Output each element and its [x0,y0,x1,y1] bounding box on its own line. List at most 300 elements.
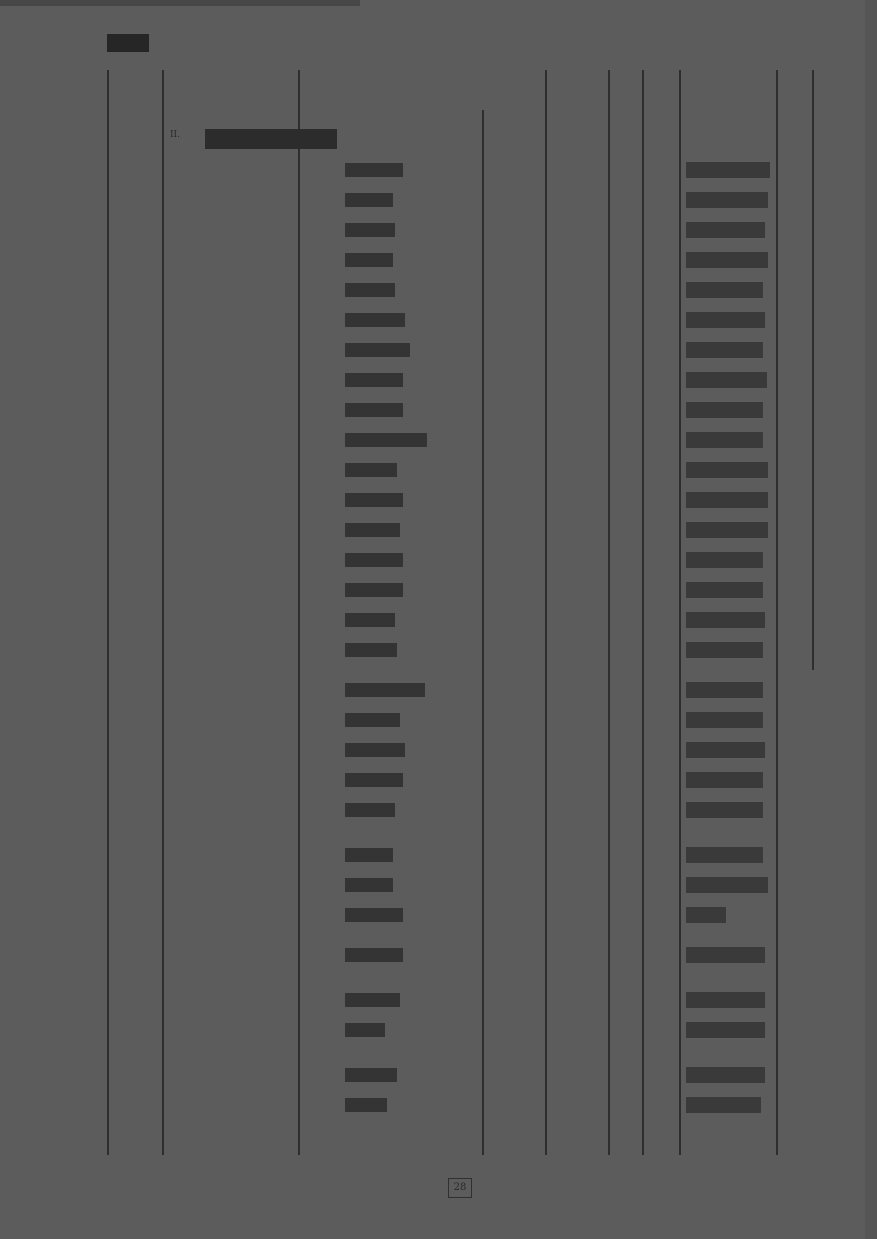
value-col-7 [646,877,674,893]
value-col-4 [490,192,540,208]
species-name [170,847,290,863]
value-col-6 [612,192,642,208]
value-col-4 [490,682,540,698]
value-col-6 [612,992,642,1008]
table-row [0,400,877,422]
redacted-text-block [345,193,393,207]
genus-name [300,462,348,478]
value-col-9 [780,162,820,178]
species-name [170,742,290,758]
top-edge-shadow [0,0,360,6]
value-col-7 [646,162,674,178]
value-bar [686,432,763,448]
value-bar [686,947,765,963]
species-name [170,162,290,178]
value-col-9 [780,342,820,358]
genus-name [300,847,348,863]
redacted-text-block [345,1023,385,1037]
group-heading-redaction [205,129,337,149]
table-row [0,710,877,732]
value-col-5 [555,802,605,818]
value-col-7 [646,742,674,758]
genus-name [300,552,348,568]
table-row [0,280,877,302]
value-col-4 [490,282,540,298]
value-col-5 [555,342,605,358]
species-name [170,252,290,268]
value-col-9 [780,612,820,628]
value-bar [686,552,763,568]
genus-name [300,402,348,418]
value-col-5 [555,582,605,598]
row-number [106,492,140,508]
value-col-5 [555,492,605,508]
value-col-5 [555,772,605,788]
row-number [106,1022,140,1038]
value-col-5 [555,947,605,963]
value-bar [686,342,763,358]
value-col-9 [780,992,820,1008]
value-col-9 [780,1022,820,1038]
genus-name [300,947,348,963]
redacted-text-block [345,908,403,922]
row-number [106,192,140,208]
value-col-7 [646,772,674,788]
redacted-text-block [345,993,400,1007]
value-col-7 [646,992,674,1008]
value-col-7 [646,582,674,598]
group-label: II. [170,130,180,140]
value-col-6 [612,712,642,728]
value-bar [686,1097,761,1113]
value-col-6 [612,802,642,818]
row-number [106,877,140,893]
value-col-4 [490,1067,540,1083]
table-row [0,370,877,392]
genus-name [300,992,348,1008]
redacted-text-block [345,583,403,597]
value-col-5 [555,372,605,388]
value-col-7 [646,222,674,238]
value-col-6 [612,1022,642,1038]
redacted-text-block [345,1068,397,1082]
value-col-7 [646,552,674,568]
species-name [170,552,290,568]
value-col-9 [780,947,820,963]
table-row [0,460,877,482]
value-col-9 [780,877,820,893]
redacted-text-block [345,743,405,757]
value-col-4 [490,1022,540,1038]
value-col-5 [555,1067,605,1083]
genus-name [300,222,348,238]
value-col-4 [490,772,540,788]
species-name [170,877,290,893]
genus-name [300,1022,348,1038]
species-name [170,712,290,728]
value-col-5 [555,552,605,568]
value-col-5 [555,402,605,418]
value-col-9 [780,802,820,818]
value-col-7 [646,712,674,728]
value-col-9 [780,522,820,538]
value-col-4 [490,992,540,1008]
value-col-5 [555,192,605,208]
redacted-text-block [345,493,403,507]
species-name [170,372,290,388]
redacted-text-block [345,433,427,447]
redacted-text-block [345,223,395,237]
table-row [0,905,877,927]
value-bar [686,402,763,418]
header-col-7 [645,70,675,110]
redacted-text-block [345,163,403,177]
corner-label [107,34,149,52]
redacted-text-block [345,373,403,387]
value-col-9 [780,712,820,728]
genus-name [300,192,348,208]
value-col-7 [646,462,674,478]
value-col-9 [780,1097,820,1113]
value-col-7 [646,252,674,268]
redacted-text-block [345,313,405,327]
value-col-5 [555,682,605,698]
value-col-6 [612,432,642,448]
value-col-4 [490,522,540,538]
value-col-6 [612,492,642,508]
value-bar [686,582,763,598]
value-col-9 [780,282,820,298]
value-col-6 [612,342,642,358]
row-number [106,947,140,963]
row-number [106,742,140,758]
value-col-6 [612,947,642,963]
value-bar [686,312,765,328]
value-col-9 [780,402,820,418]
value-col-4 [490,947,540,963]
table-row [0,580,877,602]
table-row [0,1095,877,1117]
value-col-5 [555,1022,605,1038]
value-col-9 [780,492,820,508]
species-name [170,342,290,358]
genus-name [300,612,348,628]
value-col-9 [780,642,820,658]
genus-name [300,162,348,178]
row-number [106,372,140,388]
table-row [0,945,877,967]
value-col-5 [555,992,605,1008]
table-row [0,430,877,452]
value-bar [686,877,768,893]
species-name [170,772,290,788]
species-name [170,802,290,818]
value-bar [686,847,763,863]
table-row [0,875,877,897]
species-name [170,432,290,448]
header-col-8 [683,70,773,110]
value-col-5 [555,742,605,758]
genus-name [300,582,348,598]
value-bar [686,522,768,538]
value-col-5 [555,847,605,863]
value-col-9 [780,372,820,388]
value-col-5 [555,522,605,538]
table-row [0,310,877,332]
value-col-9 [780,462,820,478]
table-row [0,740,877,762]
table-row [0,990,877,1012]
table-row [0,1065,877,1087]
value-bar [686,372,767,388]
species-name [170,462,290,478]
table-row [0,490,877,512]
genus-name [300,252,348,268]
genus-name [300,907,348,923]
redacted-text-block [345,848,393,862]
value-col-7 [646,642,674,658]
value-bar [686,612,765,628]
value-col-4 [490,847,540,863]
table-row [0,680,877,702]
species-name [170,312,290,328]
value-bar [686,802,763,818]
value-col-6 [612,847,642,863]
table-row [0,250,877,272]
value-col-5 [555,252,605,268]
genus-name [300,802,348,818]
value-bar [686,162,770,178]
value-bar [686,252,768,268]
genus-name [300,492,348,508]
value-col-4 [490,1097,540,1113]
value-col-6 [612,582,642,598]
value-bar [686,992,765,1008]
genus-name [300,432,348,448]
row-number [106,402,140,418]
value-col-9 [780,312,820,328]
redacted-text-block [345,643,397,657]
value-bar [686,1022,765,1038]
species-name [170,992,290,1008]
value-col-4 [490,462,540,478]
species-name [170,642,290,658]
value-col-6 [612,312,642,328]
value-col-6 [612,682,642,698]
table-row [0,640,877,662]
value-col-5 [555,712,605,728]
value-bar [686,1067,765,1083]
row-number [106,252,140,268]
header-col-5 [553,70,605,110]
value-bar [686,462,768,478]
species-name [170,192,290,208]
value-col-7 [646,802,674,818]
value-bar [686,222,765,238]
row-number [106,552,140,568]
redacted-text-block [345,463,397,477]
table-row [0,190,877,212]
species-name [170,282,290,298]
redacted-text-block [345,713,400,727]
value-col-5 [555,877,605,893]
species-name [170,947,290,963]
row-number [106,907,140,923]
species-name [170,222,290,238]
header-col-3 [305,70,405,110]
value-col-6 [612,162,642,178]
value-bar [686,282,763,298]
redacted-text-block [345,878,393,892]
genus-name [300,342,348,358]
redacted-text-block [345,523,400,537]
value-col-5 [555,1097,605,1113]
value-col-6 [612,907,642,923]
value-col-4 [490,432,540,448]
value-bar [686,712,763,728]
header-col-2 [170,70,290,110]
value-col-7 [646,522,674,538]
value-col-9 [780,432,820,448]
redacted-text-block [345,683,425,697]
row-number [106,312,140,328]
value-col-6 [612,252,642,268]
row-number [106,462,140,478]
value-col-9 [780,582,820,598]
value-col-7 [646,1097,674,1113]
value-col-7 [646,192,674,208]
table-row [0,610,877,632]
value-col-9 [780,222,820,238]
header-col-6 [612,70,642,110]
value-col-9 [780,682,820,698]
value-col-9 [780,252,820,268]
redacted-text-block [345,773,403,787]
genus-name [300,642,348,658]
header-col-4 [490,70,540,110]
table-row [0,800,877,822]
redacted-text-block [345,1098,387,1112]
redacted-text-block [345,343,410,357]
table-row [0,160,877,182]
value-col-9 [780,907,820,923]
genus-name [300,712,348,728]
value-col-7 [646,432,674,448]
genus-name [300,877,348,893]
species-name [170,582,290,598]
value-col-6 [612,372,642,388]
value-col-4 [490,552,540,568]
redacted-text-block [345,948,403,962]
value-col-7 [646,612,674,628]
value-col-7 [646,312,674,328]
row-number [106,432,140,448]
value-bar [686,642,763,658]
genus-name [300,1067,348,1083]
species-name [170,492,290,508]
value-col-7 [646,1067,674,1083]
value-bar [686,492,768,508]
redacted-text-block [345,403,403,417]
redacted-text-block [345,253,393,267]
value-col-4 [490,312,540,328]
value-col-4 [490,372,540,388]
value-col-4 [490,402,540,418]
row-number [106,802,140,818]
species-name [170,907,290,923]
value-col-6 [612,612,642,628]
row-number [106,222,140,238]
value-col-6 [612,402,642,418]
row-number [106,847,140,863]
table-row [0,340,877,362]
row-number [106,712,140,728]
value-col-5 [555,462,605,478]
page-number: 28 [448,1178,472,1198]
table-row [0,520,877,542]
species-name [170,1097,290,1113]
genus-name [300,522,348,538]
value-col-4 [490,162,540,178]
value-col-7 [646,402,674,418]
row-number [106,582,140,598]
row-number [106,992,140,1008]
genus-name [300,312,348,328]
row-number [106,522,140,538]
value-bar [686,772,763,788]
value-col-5 [555,612,605,628]
species-name [170,402,290,418]
value-col-6 [612,552,642,568]
value-col-6 [612,642,642,658]
value-col-7 [646,492,674,508]
species-name [170,1022,290,1038]
value-col-4 [490,802,540,818]
redacted-text-block [345,283,395,297]
value-col-5 [555,282,605,298]
value-col-9 [780,1067,820,1083]
value-col-9 [780,772,820,788]
value-col-5 [555,162,605,178]
value-col-5 [555,642,605,658]
value-bar [686,192,768,208]
value-col-7 [646,947,674,963]
genus-name [300,682,348,698]
value-col-4 [490,907,540,923]
value-col-6 [612,462,642,478]
genus-name [300,282,348,298]
table-row [0,770,877,792]
value-col-6 [612,1067,642,1083]
table-row [0,220,877,242]
row-number [106,1097,140,1113]
value-col-4 [490,342,540,358]
redacted-text-block [345,613,395,627]
value-col-4 [490,582,540,598]
value-col-4 [490,252,540,268]
genus-name [300,1097,348,1113]
value-col-7 [646,682,674,698]
value-col-7 [646,342,674,358]
value-bar [686,742,765,758]
value-col-7 [646,1022,674,1038]
value-col-7 [646,372,674,388]
value-col-4 [490,612,540,628]
value-col-7 [646,282,674,298]
value-col-6 [612,1097,642,1113]
value-col-5 [555,222,605,238]
row-number [106,162,140,178]
